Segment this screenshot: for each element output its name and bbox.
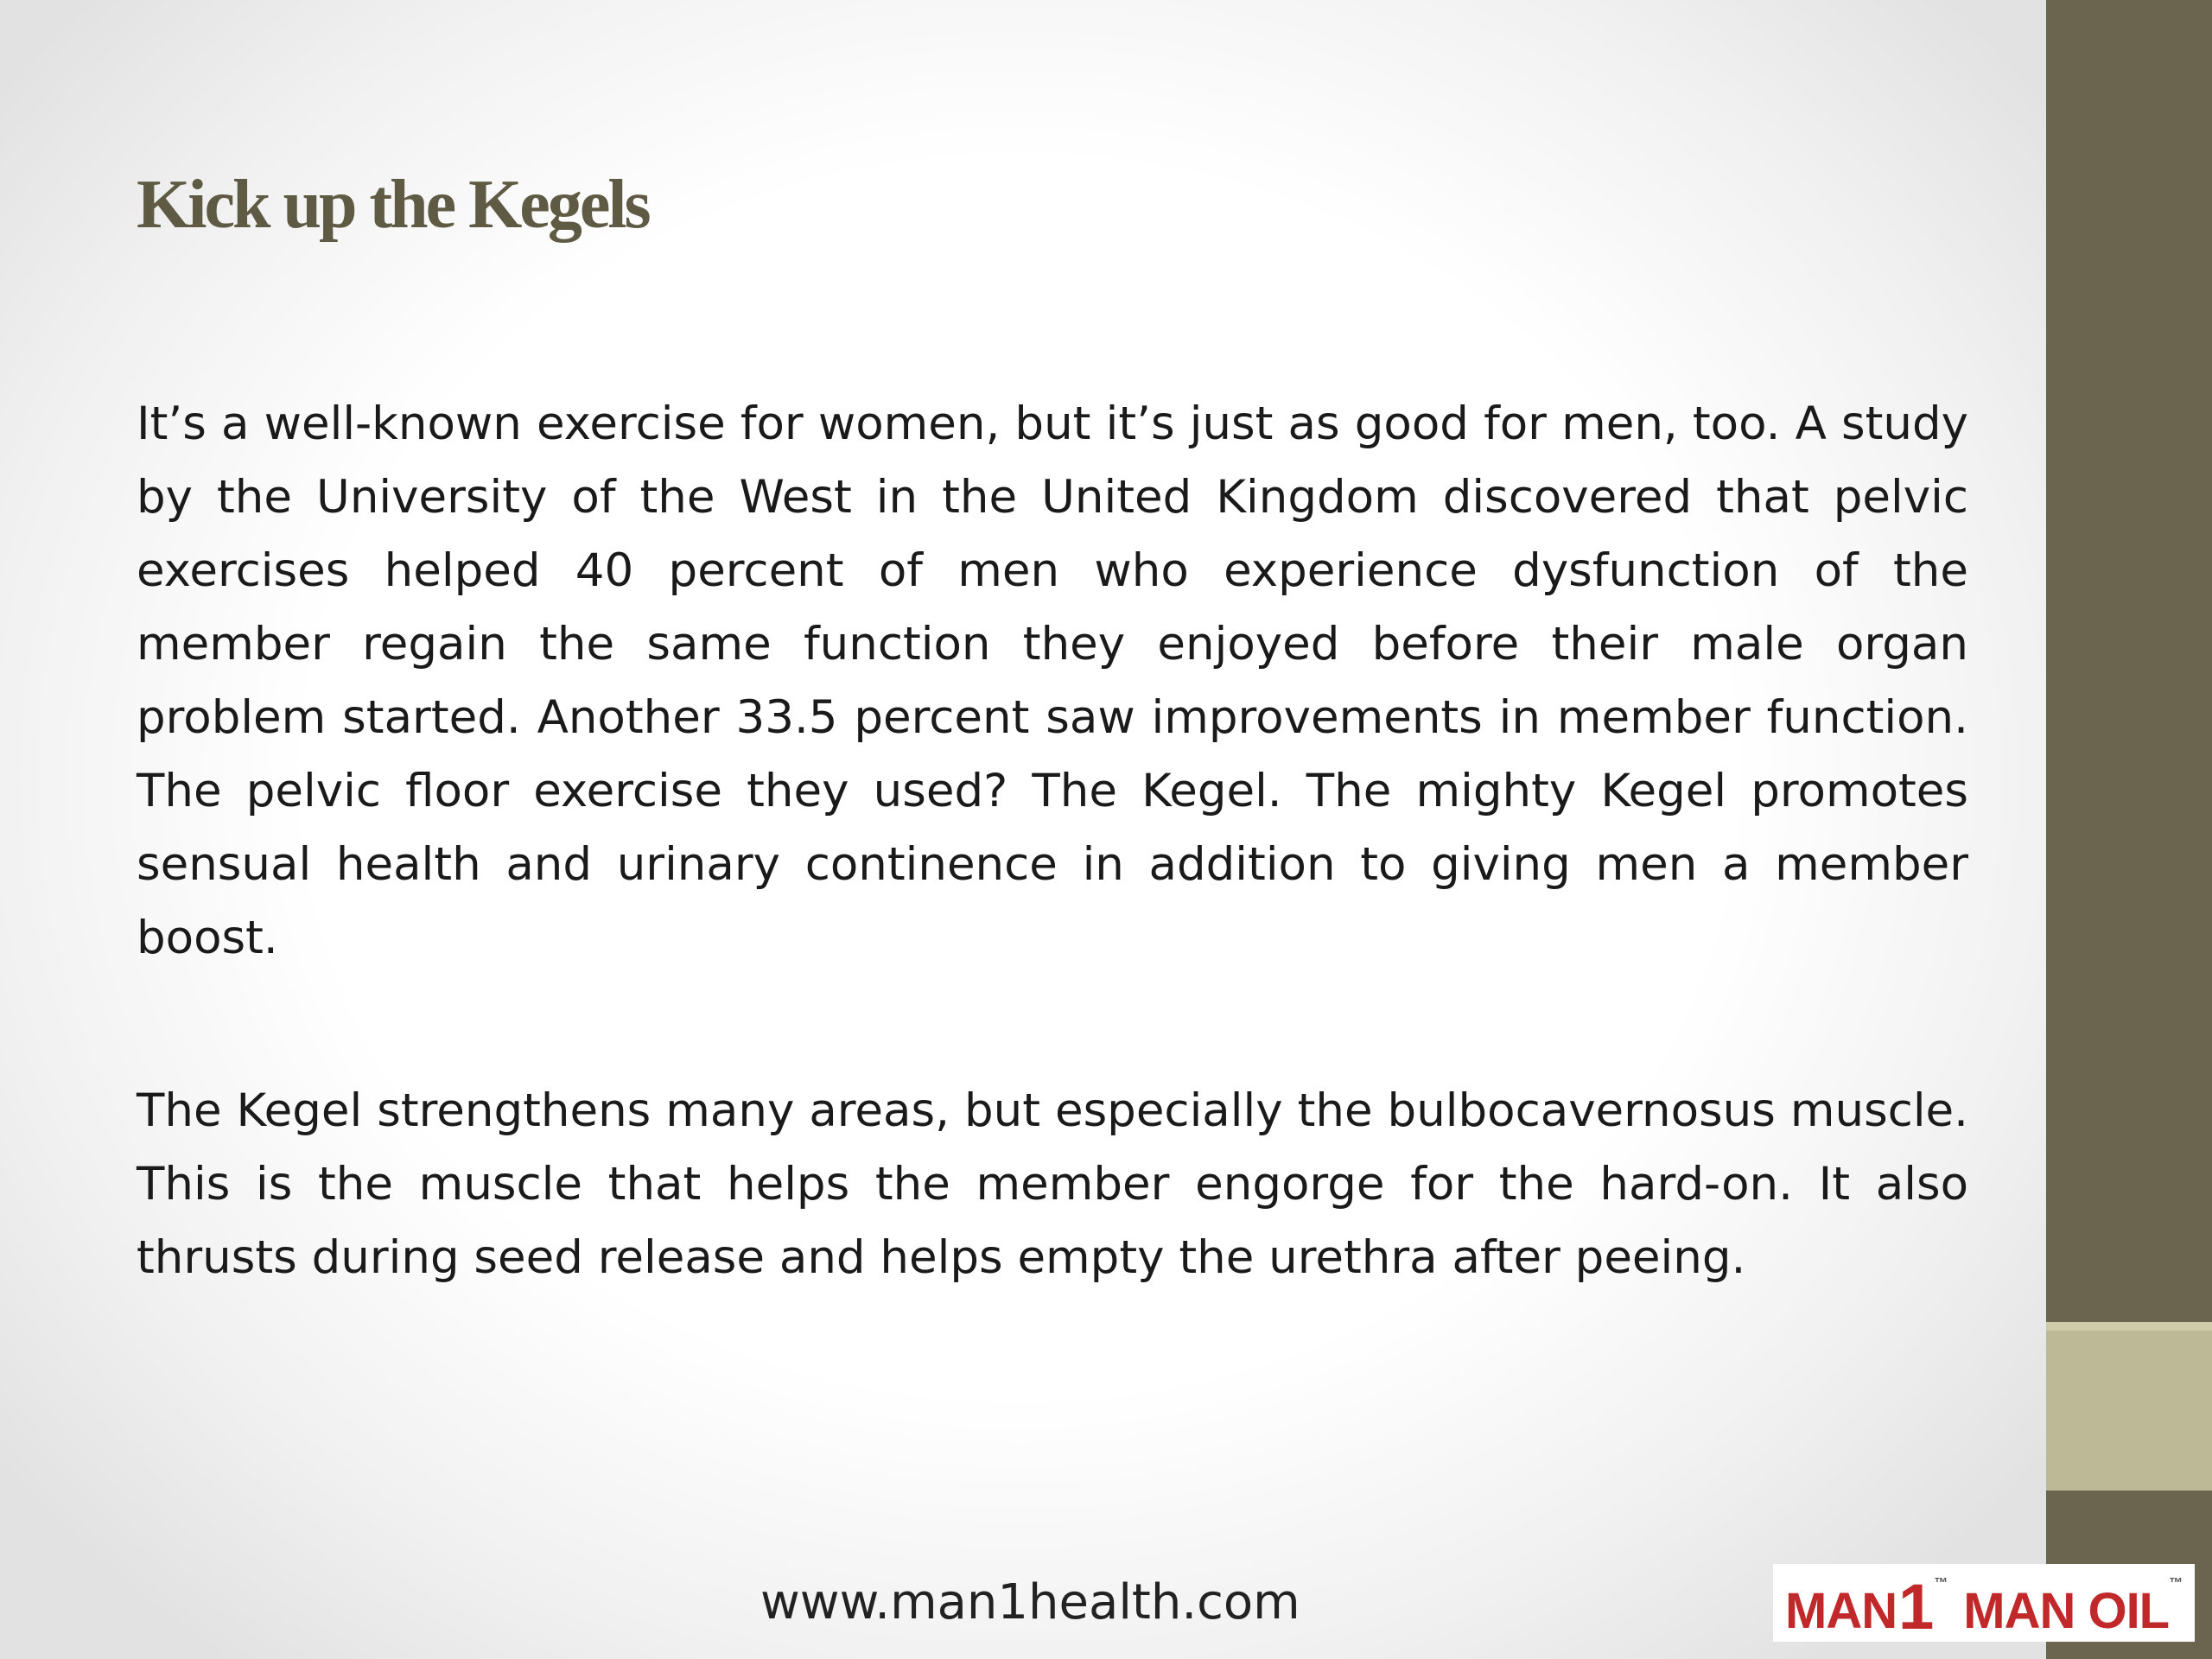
footer-website-url: www.man1health.com [760,1574,1300,1630]
body-paragraph-1: It’s a well-known exercise for women, but it’s just as good for men, too. A study by the University of the West in the United Kingdom discovered that pelvic exercises helped 40 percent of men who experience dysfunction of the member regain the same function they enjoyed before their male organ problem started. Another 33.5 percent saw improvements in member function. The pelvic floor exercise they used? The Kegel. The mighty Kegel promotes sensual health and urinary continence in addition to giving men a member boost. [137,397,1968,964]
body-paragraph-2: The Kegel strengthens many areas, but especially the bulbocavernosus muscle. This is the muscle that helps the member engorge for the hard-on. It also thrusts during seed release and helps empty the urethra after peeing. [137,1084,1968,1284]
slide-body [137,387,1968,1294]
logo-text-man-oil: MAN OIL [1963,1583,2170,1639]
sidebar-accent-line [2046,1322,2212,1331]
logo-text-man: MAN [1785,1583,1897,1639]
slide-title: Kick up the Kegels [137,167,649,243]
sidebar-accent-block [2046,1331,2212,1491]
decorative-sidebar [2046,0,2212,1659]
logo-text-one: 1 [1898,1571,1935,1643]
logo-trademark-2: ™ [2169,1576,2183,1591]
brand-logo [1773,1564,2195,1642]
logo-trademark-1: ™ [1934,1576,1948,1591]
